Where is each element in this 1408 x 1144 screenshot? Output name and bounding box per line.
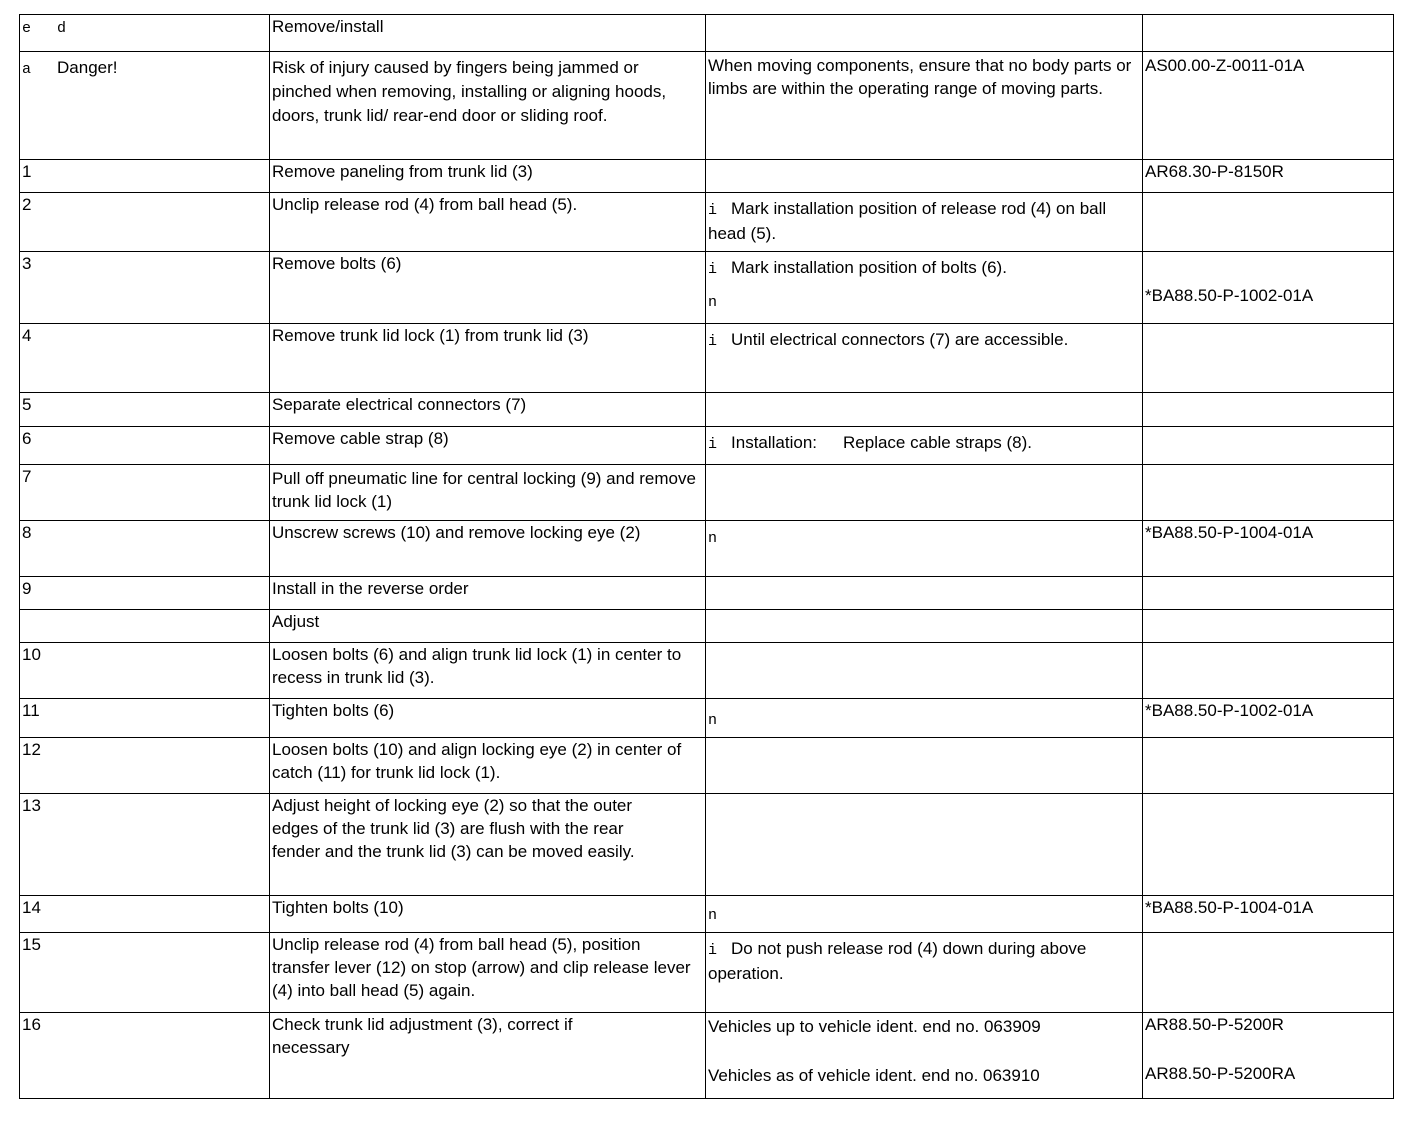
step-note-cell <box>706 324 1143 393</box>
step-tool-cell <box>706 699 1143 738</box>
step-number: 5 <box>20 393 270 427</box>
step-note-cell <box>706 933 1143 1013</box>
step-ref: *BA88.50-P-1002-01A <box>1145 286 1314 305</box>
step-note: Replace cable straps (8). <box>843 433 1032 452</box>
step-text: Separate electrical connectors (7) <box>270 393 706 427</box>
step-number <box>20 610 270 643</box>
danger-measure-text: When moving components, ensure that no body parts or limbs are within the operating range of moving parts. <box>706 52 1143 160</box>
danger-risk-text: Risk of injury caused by fingers being jammed or pinched when removing, installing or aligning hoods, doors, trunk lid/ rear-end door or sliding roof. <box>270 52 706 160</box>
symbol-d-icon: d <box>57 20 67 37</box>
step-number: 16 <box>20 1013 270 1099</box>
step-number: 14 <box>20 896 270 933</box>
table-row-danger <box>20 52 1394 160</box>
step-note: Mark installation position of release rod (4) on ball head (5). <box>708 199 1107 243</box>
step-note-label: Installation: <box>731 433 818 452</box>
table-row <box>20 577 1394 610</box>
table-row <box>20 521 1394 577</box>
header-symbols-cell <box>20 15 270 52</box>
step-text: Tighten bolts (10) <box>270 896 706 933</box>
danger-ref: AS00.00-Z-0011-01A <box>1143 52 1394 160</box>
step-text: Loosen bolts (6) and align trunk lid lock (1) in center to recess in trunk lid (3). <box>270 643 706 699</box>
step-number: 9 <box>20 577 270 610</box>
step-number: 1 <box>20 160 270 193</box>
step-text: Remove trunk lid lock (1) from trunk lid (3) <box>270 324 706 393</box>
table-row <box>20 738 1394 794</box>
table-row <box>20 1013 1394 1099</box>
step-number: 7 <box>20 465 270 521</box>
table-row <box>20 610 1394 643</box>
info-icon: i <box>708 202 718 219</box>
info-icon: i <box>708 942 718 959</box>
step-text: Tighten bolts (6) <box>270 699 706 738</box>
variant-note-a: Vehicles up to vehicle ident. end no. 063909 <box>708 1017 1041 1036</box>
variant-ref-a: AR88.50-P-5200R <box>1145 1015 1284 1034</box>
table-row <box>20 643 1394 699</box>
step-number: 13 <box>20 794 270 896</box>
step-tool-cell <box>706 896 1143 933</box>
symbol-e-icon: e <box>22 20 32 37</box>
step-tool-cell <box>706 521 1143 577</box>
tool-icon: n <box>708 712 718 729</box>
step-text: Install in the reverse order <box>270 577 706 610</box>
table-row <box>20 393 1394 427</box>
variant-ref-b: AR88.50-P-5200RA <box>1145 1064 1296 1083</box>
info-icon: i <box>708 261 718 278</box>
table-row <box>20 252 1394 324</box>
table-row <box>20 324 1394 393</box>
table-row-header <box>20 15 1394 52</box>
step-note: Until electrical connectors (7) are accessible. <box>731 330 1069 349</box>
step-text: Pull off pneumatic line for central locking (9) and remove trunk lid lock (1) <box>270 465 706 521</box>
variant-note-b: Vehicles as of vehicle ident. end no. 063910 <box>708 1066 1040 1085</box>
table-row <box>20 896 1394 933</box>
step-variant-refs <box>1143 1013 1394 1099</box>
tool-icon: n <box>708 294 718 311</box>
step-note: Do not push release rod (4) down during above operation. <box>708 939 1087 983</box>
step-number: 11 <box>20 699 270 738</box>
step-note-cell <box>706 427 1143 465</box>
step-number: 8 <box>20 521 270 577</box>
step-text: Check trunk lid adjustment (3), correct if necessary <box>270 1013 706 1099</box>
step-note-cell <box>706 193 1143 252</box>
step-text: Unclip release rod (4) from ball head (5). <box>270 193 706 252</box>
step-text: Unscrew screws (10) and remove locking eye (2) <box>270 521 706 577</box>
step-number: 10 <box>20 643 270 699</box>
step-text: Loosen bolts (10) and align locking eye (2) in center of catch (11) for trunk lid lock (1). <box>270 738 706 794</box>
procedure-table <box>19 14 1394 1099</box>
step-number: 4 <box>20 324 270 393</box>
info-icon: i <box>708 436 718 453</box>
step-number: 2 <box>20 193 270 252</box>
warning-icon: a <box>22 61 32 78</box>
table-row <box>20 160 1394 193</box>
table-row <box>20 794 1394 896</box>
step-text: Remove bolts (6) <box>270 252 706 324</box>
step-text: Adjust height of locking eye (2) so that the outer edges of the trunk lid (3) are flush with the rear fender and the trunk lid (3) can be moved easily. <box>270 794 706 896</box>
table-row <box>20 193 1394 252</box>
step-text: Remove cable strap (8) <box>270 427 706 465</box>
table-row <box>20 465 1394 521</box>
step-ref: *BA88.50-P-1004-01A <box>1143 896 1394 933</box>
step-text: Unclip release rod (4) from ball head (5), position transfer lever (12) on stop (arrow) and clip release lever (4) into ball head (5) again. <box>270 933 706 1013</box>
step-ref: *BA88.50-P-1002-01A <box>1143 699 1394 738</box>
tool-icon: n <box>708 530 718 547</box>
step-text: Remove paneling from trunk lid (3) <box>270 160 706 193</box>
step-ref: *BA88.50-P-1004-01A <box>1143 521 1394 577</box>
step-number: 6 <box>20 427 270 465</box>
info-icon: i <box>708 333 718 350</box>
step-note-cell <box>706 252 1143 324</box>
danger-cell <box>20 52 270 160</box>
step-number: 12 <box>20 738 270 794</box>
danger-label: Danger! <box>57 58 118 77</box>
step-variant-cell <box>706 1013 1143 1099</box>
tool-icon: n <box>708 907 718 924</box>
step-note: Mark installation position of bolts (6). <box>731 258 1007 277</box>
step-ref: AR68.30-P-8150R <box>1143 160 1394 193</box>
table-row <box>20 933 1394 1013</box>
header-title: Remove/install <box>270 15 706 52</box>
step-number: 3 <box>20 252 270 324</box>
table-row <box>20 699 1394 738</box>
step-number: 15 <box>20 933 270 1013</box>
table-row <box>20 427 1394 465</box>
section-heading: Adjust <box>270 610 706 643</box>
